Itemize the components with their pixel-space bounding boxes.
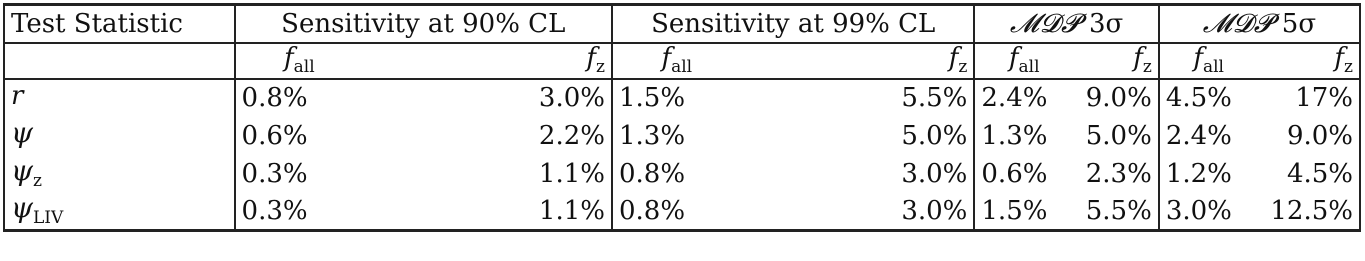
header-f-z: $f_z$ — [363, 43, 612, 79]
cell-value: 17% — [1257, 79, 1360, 117]
cell-value: 1.2% — [1159, 155, 1258, 193]
cell-value: 1.3% — [974, 117, 1073, 155]
cell-value: 5.5% — [901, 83, 968, 113]
header-f-all: $f_{all}$ — [974, 43, 1073, 79]
cell-value: 0.3% — [235, 155, 364, 193]
cell-value: 1.1% — [538, 158, 605, 189]
cell-value: 3.0% — [538, 83, 605, 113]
header-empty-cell — [4, 43, 235, 79]
header-test-statistic: Test Statistic — [4, 5, 235, 43]
cell-value: 2.4% — [974, 79, 1073, 117]
cell-value: 3.0% — [1159, 193, 1258, 231]
cell-value: 3.0% — [741, 193, 975, 231]
cell-value: 9.0% — [1257, 117, 1360, 155]
table-row — [4, 117, 1360, 155]
cell-value: 3.0% — [901, 158, 968, 189]
header-row-fractions — [4, 43, 1360, 79]
cell-value: 12.5% — [1257, 193, 1360, 231]
table-row — [4, 79, 1360, 117]
sigma-label: 3σ — [1088, 8, 1124, 39]
header-f-z: $f_z$ — [1257, 43, 1360, 79]
header-sensitivity-99: Sensitivity at 99% CL — [612, 5, 974, 43]
header-f-all: $f_{all}$ — [612, 43, 741, 79]
header-sensitivity-90: Sensitivity at 90% CL — [235, 5, 612, 43]
cell-value: 4.5% — [1159, 79, 1258, 117]
cell-value: 4.5% — [1257, 155, 1360, 193]
cell-value: 0.8% — [612, 193, 741, 231]
mdp-label: 𝓜𝓓𝓟 — [1202, 8, 1274, 39]
header-f-z: $f_z$ — [741, 43, 975, 79]
header-f-all: $f_{all}$ — [235, 43, 364, 79]
cell-value: 1.1% — [363, 193, 612, 231]
cell-value: 1.3% — [612, 117, 741, 155]
cell-value: 2.3% — [1085, 158, 1152, 189]
cell-value: 0.8% — [235, 79, 364, 117]
cell-value: 0.3% — [235, 193, 364, 231]
cell-value: 0.6% — [974, 155, 1073, 193]
header-row-groups — [4, 5, 1360, 43]
results-table — [3, 3, 1361, 232]
cell-value: 0.6% — [235, 117, 364, 155]
cell-value: 0.8% — [612, 155, 741, 193]
header-f-all: $f_{all}$ — [1159, 43, 1258, 79]
table-row — [4, 193, 1360, 231]
mdp-label: 𝓜𝓓𝓟 — [1009, 8, 1081, 39]
cell-value: 5.0% — [901, 120, 968, 151]
cell-value: 9.0% — [1085, 83, 1152, 113]
row-statistic: $\psi_{LIV}$ — [4, 193, 235, 231]
cell-value: 2.4% — [1159, 117, 1258, 155]
header-mdp-3sigma — [974, 5, 1158, 43]
row-statistic: r — [4, 79, 235, 117]
table-row — [4, 155, 1360, 193]
row-statistic: $\psi_z$ — [4, 155, 235, 193]
cell-value: 1.5% — [974, 193, 1073, 231]
cell-value: 5.0% — [1085, 120, 1152, 151]
header-mdp-5sigma — [1159, 5, 1360, 43]
header-f-z: $f_z$ — [1073, 43, 1159, 79]
row-statistic: ψ — [4, 117, 235, 155]
cell-value: 1.5% — [612, 79, 741, 117]
cell-value: 5.5% — [1073, 193, 1159, 231]
cell-value: 2.2% — [538, 120, 605, 151]
sigma-label: 5σ — [1281, 8, 1317, 39]
